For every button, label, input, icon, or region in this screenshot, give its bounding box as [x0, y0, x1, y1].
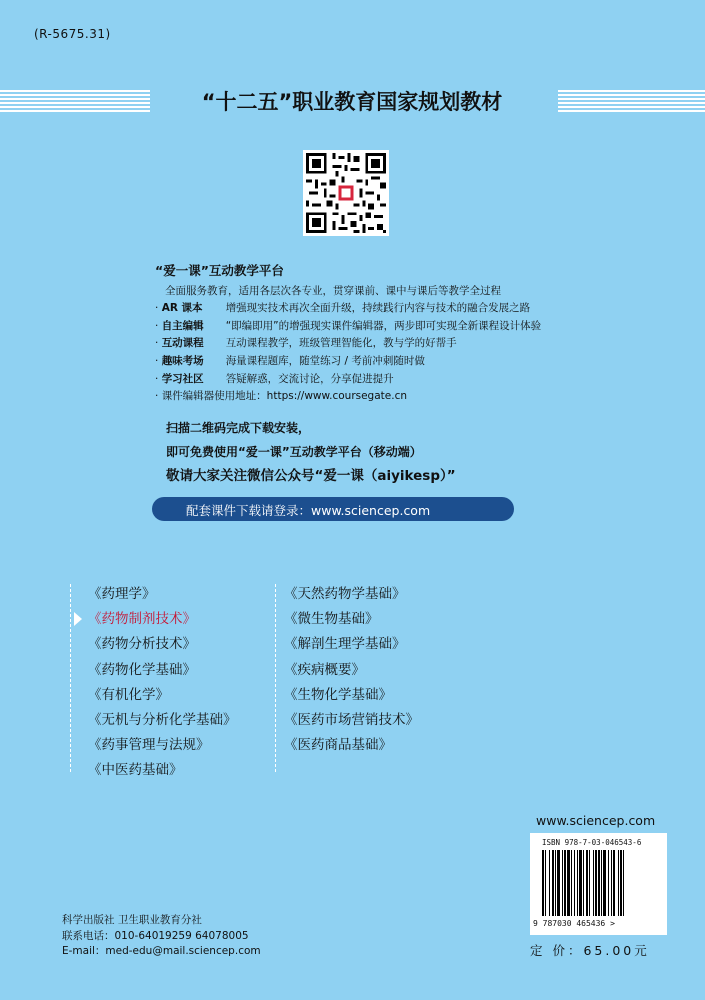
download-banner[interactable]	[152, 497, 514, 521]
scan-instructions	[166, 416, 456, 488]
catalog-code: (R-5675.31)	[34, 27, 111, 41]
publisher-phone: 联系电话：010-64019259 64078005	[62, 929, 249, 942]
qr-code-icon[interactable]	[303, 150, 389, 236]
series-title-bar	[0, 86, 705, 118]
isbn-label: ISBN 978-7-03-046543-6	[542, 838, 642, 847]
book-title: 《微生物基础》	[284, 611, 379, 628]
book-title: 《天然药物学基础》	[284, 586, 406, 602]
book-title: 《疾病概要》	[284, 661, 365, 678]
feature-label: 自主编辑	[161, 319, 204, 332]
feature-desc: 海量课程题库，随堂练习 / 考前冲刺随时做	[225, 354, 425, 367]
highlight-arrow-icon	[74, 612, 82, 626]
scan-line-2: 即可免费使用“爱一课”互动教学平台（移动端）	[166, 445, 422, 459]
publisher-email: E-mail：med-edu@mail.sciencep.com	[62, 945, 261, 958]
feature-label: 趣味考场	[161, 354, 204, 367]
book-title: 《药理学》	[88, 586, 156, 602]
feature-edit: · 自主编辑 “即编即用”的增强现实课件编辑器，两步即可实现全新课程设计体验	[155, 318, 595, 336]
editor-link[interactable]: · 课件编辑器使用地址：https://www.coursegate.cn	[155, 390, 408, 403]
left-stripes	[0, 90, 150, 112]
book-title: 《解剖生理学基础》	[284, 636, 406, 653]
book-title: 《生物化学基础》	[284, 686, 392, 703]
feature-desc: 答疑解惑，交流讨论，分享促进提升	[225, 372, 394, 385]
book-title: 《医药商品基础》	[284, 737, 392, 754]
feature-desc: 互动课程教学，班级管理智能化，教与学的好帮手	[225, 337, 457, 350]
publisher-info	[62, 913, 261, 960]
feature-course: · 互动课程 互动课程教学，班级管理智能化，教与学的好帮手	[155, 335, 595, 353]
editor-link-text[interactable]: 课件编辑器使用地址：https://www.coursegate.cn	[161, 390, 408, 403]
feature-desc: “即编即用”的增强现实课件编辑器，两步即可实现全新课程设计体验	[225, 319, 542, 332]
download-text[interactable]: 配套课件下载请登录：www.sciencep.com	[186, 503, 431, 518]
book-title: 《药事管理与法规》	[88, 737, 210, 754]
platform-title: “爱一课”互动教学平台	[155, 263, 284, 278]
feature-desc: 增强现实技术再次全面升级，持续践行内容与技术的融合发展之路	[225, 302, 531, 315]
book-title: 《无机与分析化学基础》	[88, 712, 237, 729]
publisher-name: 科学出版社 卫生职业教育分社	[62, 914, 202, 926]
feature-ar: · AR 课本 增强现实技术再次全面升级，持续践行内容与技术的融合发展之路	[155, 300, 595, 318]
publisher-website[interactable]: www.sciencep.com	[536, 813, 656, 828]
column-divider	[275, 584, 276, 772]
book-title-highlighted: 《药物制剂技术》	[88, 611, 196, 628]
feature-label: 互动课程	[161, 337, 204, 350]
book-list-right	[284, 582, 419, 758]
platform-intro: 全面服务教育，适用各层次各专业，贯穿课前、课中与课后等教学全过程	[165, 284, 501, 297]
scan-line-1: 扫描二维码完成下载安装，	[166, 421, 311, 435]
book-title: 《中医药基础》	[88, 762, 183, 779]
left-divider	[70, 584, 71, 772]
book-title: 《有机化学》	[88, 686, 169, 703]
price: 定 价：65.00元	[530, 943, 650, 958]
isbn-barcode-box	[530, 833, 667, 935]
feature-exam: · 趣味考场 海量课程题库，随堂练习 / 考前冲刺随时做	[155, 353, 595, 371]
isbn-digits: 9 787030 465436 >	[533, 919, 615, 928]
scan-line-3: 敬请大家关注微信公众号“爱一课（aiyikesp）”	[166, 468, 456, 484]
feature-label: AR 课本	[161, 302, 203, 315]
book-title: 《药物分析技术》	[88, 636, 196, 653]
feature-community: · 学习社区 答疑解惑，交流讨论，分享促进提升	[155, 371, 595, 389]
right-stripes	[558, 90, 705, 112]
feature-label: 学习社区	[161, 372, 204, 385]
series-title: “十二五”职业教育国家规划教材	[201, 90, 503, 114]
book-title: 《医药市场营销技术》	[284, 712, 419, 729]
book-title: 《药物化学基础》	[88, 661, 196, 678]
barcode-icon	[542, 850, 656, 916]
platform-info	[155, 262, 595, 406]
book-list-left	[88, 582, 237, 784]
